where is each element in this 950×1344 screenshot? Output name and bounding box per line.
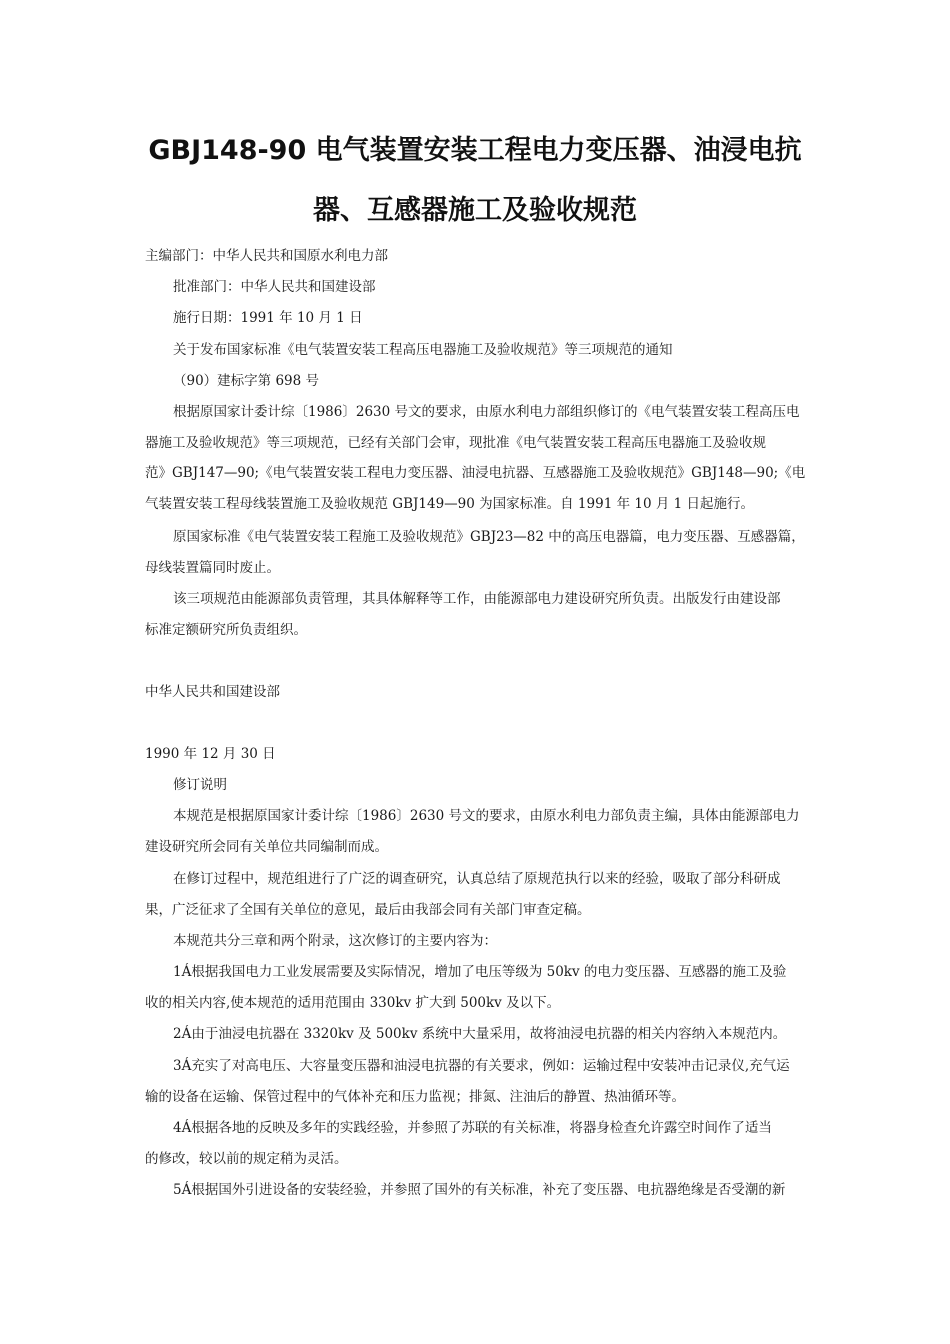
effective-date-line: 施行日期：1991 年 10 月 1 日 xyxy=(173,310,363,326)
revision-notes-heading: 修订说明 xyxy=(173,777,227,793)
notice-number-line: （90）建标字第 698 号 xyxy=(173,373,320,389)
document-title-line-1: GBJ148-90 电气装置安装工程电力变压器、油浸电抗 xyxy=(148,135,802,166)
paragraph-line: 原国家标准《电气装置安装工程施工及验收规范》GBJ23—82 中的高压电器篇，电力变压器、互感器篇， xyxy=(173,529,805,545)
paragraph-line: 母线装置篇同时废止。 xyxy=(145,560,280,576)
list-item-line: 收的相关内容,使本规范的适用范围由 330kv 扩大到 500kv 及以下。 xyxy=(145,995,561,1011)
paragraph-line: 该三项规范由能源部负责管理，其具体解释等工作，由能源部电力建设研究所负责。出版发行由建设部 xyxy=(173,591,781,607)
paragraph-line: 建设研究所会同有关单位共同编制而成。 xyxy=(145,839,388,855)
paragraph-line: 标准定额研究所负责组织。 xyxy=(145,622,307,638)
paragraph-line: 根据原国家计委计综〔1986〕2630 号文的要求，由原水利电力部组织修订的《电气装置安装工程高压电 xyxy=(173,404,800,420)
issue-date-line: 1990 年 12 月 30 日 xyxy=(145,746,276,762)
list-item-line: 2Á由于油浸电抗器在 3320kv 及 500kv 系统中大量采用，故将油浸电抗器的相关内容纳入本规范内。 xyxy=(173,1026,787,1042)
issuer-line: 中华人民共和国建设部 xyxy=(145,684,280,700)
paragraph-line: 果，广泛征求了全国有关单位的意见，最后由我部会同有关部门审查定稿。 xyxy=(145,902,591,918)
notice-title-line: 关于发布国家标准《电气装置安装工程高压电器施工及验收规范》等三项规范的通知 xyxy=(173,342,673,358)
paragraph-line: 器施工及验收规范》等三项规范，已经有关部门会审，现批准《电气装置安装工程高压电器施工及验收规 xyxy=(145,435,766,451)
paragraph-line: 本规范是根据原国家计委计综〔1986〕2630 号文的要求，由原水利电力部负责主编，具体由能源部电力 xyxy=(173,808,800,824)
paragraph-line: 范》GBJ147—90;《电气装置安装工程电力变压器、油浸电抗器、互感器施工及验收规范》GBJ148—90;《电 xyxy=(145,465,806,481)
approval-line: 批准部门：中华人民共和国建设部 xyxy=(173,279,376,295)
document-title-line-2: 器、互感器施工及验收规范 xyxy=(313,195,637,226)
paragraph-line: 本规范共分三章和两个附录，这次修订的主要内容为： xyxy=(173,933,497,949)
chief-editor-line: 主编部门：中华人民共和国原水利电力部 xyxy=(145,248,388,264)
list-item-line: 5Á根据国外引进设备的安装经验，并参照了国外的有关标准，补充了变压器、电抗器绝缘是否受潮的新 xyxy=(173,1182,786,1198)
list-item-line: 3Á充实了对高电压、大容量变压器和油浸电抗器的有关要求，例如：运输过程中安装冲击记录仪,充气运 xyxy=(173,1058,790,1074)
list-item-line: 4Á根据各地的反映及多年的实践经验，并参照了苏联的有关标准，将器身检查允许露空时间作了适当 xyxy=(173,1120,772,1136)
paragraph-line: 气装置安装工程母线装置施工及验收规范 GBJ149—90 为国家标准。自 1991 年 10 月 1 日起施行。 xyxy=(145,496,755,512)
list-item-line: 的修改，较以前的规定稍为灵活。 xyxy=(145,1151,348,1167)
paragraph-line: 在修订过程中，规范组进行了广泛的调查研究，认真总结了原规范执行以来的经验，吸取了部分科研成 xyxy=(173,871,781,887)
list-item-line: 输的设备在运输、保管过程中的气体补充和压力监视；排氮、注油后的静置、热油循环等。 xyxy=(145,1089,685,1105)
list-item-line: 1Á根据我国电力工业发展需要及实际情况，增加了电压等级为 50kv 的电力变压器、互感器的施工及验 xyxy=(173,964,787,980)
